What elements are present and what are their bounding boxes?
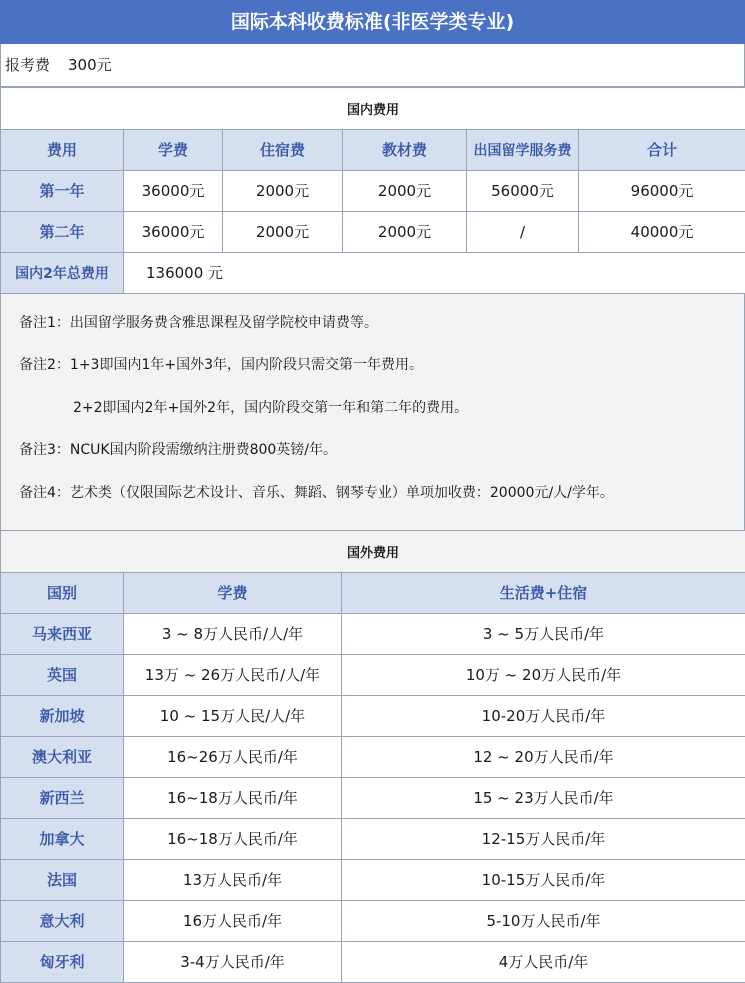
domestic-fee-table — [0, 87, 745, 294]
domestic-header-row — [1, 129, 745, 170]
living-cell: 10-20万人民币/年 — [342, 695, 745, 736]
header-cell: 学费 — [124, 572, 342, 613]
tuition-cell: 13万 ~ 26万人民币/人/年 — [124, 654, 342, 695]
tuition-cell: 13万人民币/年 — [124, 859, 342, 900]
table-row — [1, 941, 745, 982]
country-cell: 英国 — [1, 654, 124, 695]
country-cell: 澳大利亚 — [1, 736, 124, 777]
header-cell: 国别 — [1, 572, 124, 613]
header-cell: 生活费+住宿 — [342, 572, 745, 613]
tuition-cell: 16万人民币/年 — [124, 900, 342, 941]
header-cell: 教材费 — [343, 129, 467, 170]
table-cell: 40000元 — [579, 211, 745, 252]
abroad-heading: 国外费用 — [1, 530, 745, 572]
table-row — [1, 211, 745, 252]
table-cell: 2000元 — [223, 170, 343, 211]
living-cell: 5-10万人民币/年 — [342, 900, 745, 941]
table-cell: 2000元 — [343, 170, 467, 211]
total-label: 国内2年总费用 — [1, 252, 124, 293]
table-cell: 2000元 — [223, 211, 343, 252]
note-3: 备注3：NCUK国内阶段需缴纳注册费800英镑/年。 — [19, 442, 338, 458]
table-row — [1, 859, 745, 900]
country-cell: 新加坡 — [1, 695, 124, 736]
header-cell: 住宿费 — [223, 129, 343, 170]
table-cell: 96000元 — [579, 170, 745, 211]
country-cell: 新西兰 — [1, 777, 124, 818]
table-cell: 36000元 — [124, 211, 223, 252]
page-title: 国际本科收费标准(非医学类专业) — [0, 0, 745, 44]
abroad-fee-table — [0, 530, 745, 983]
registration-table — [0, 44, 745, 87]
living-cell: 3 ~ 5万人民币/年 — [342, 613, 745, 654]
row-label: 第二年 — [1, 211, 124, 252]
table-cell: 36000元 — [124, 170, 223, 211]
living-cell: 12 ~ 20万人民币/年 — [342, 736, 745, 777]
table-row — [1, 777, 745, 818]
table-row — [1, 170, 745, 211]
domestic-heading: 国内费用 — [1, 87, 745, 129]
notes-section — [0, 294, 745, 530]
header-cell: 合计 — [579, 129, 745, 170]
header-cell: 费用 — [1, 129, 124, 170]
table-row — [1, 900, 745, 941]
table-row — [1, 654, 745, 695]
total-value: 136000 元 — [124, 252, 745, 293]
living-cell: 10-15万人民币/年 — [342, 859, 745, 900]
note-2: 备注2：1+3即国内1年+国外3年，国内阶段只需交第一年费用。 — [19, 357, 423, 373]
living-cell: 10万 ~ 20万人民币/年 — [342, 654, 745, 695]
living-cell: 15 ~ 23万人民币/年 — [342, 777, 745, 818]
tuition-cell: 3 ~ 8万人民币/人/年 — [124, 613, 342, 654]
country-cell: 匈牙利 — [1, 941, 124, 982]
note-4: 备注4：艺术类（仅限国际艺术设计、音乐、舞蹈、钢琴专业）单项加收费：20000元/人/学年。 — [19, 484, 614, 501]
country-cell: 马来西亚 — [1, 613, 124, 654]
header-cell: 出国留学服务费 — [467, 129, 579, 170]
living-cell: 4万人民币/年 — [342, 941, 745, 982]
table-cell: 2000元 — [343, 211, 467, 252]
abroad-header-row — [1, 572, 745, 613]
country-cell: 法国 — [1, 859, 124, 900]
note-2-continued: 2+2即国内2年+国外2年，国内阶段交第一年和第二年的费用。 — [73, 399, 469, 416]
registration-label: 报考费 — [5, 56, 51, 75]
domestic-total-row — [1, 252, 745, 293]
table-row — [1, 613, 745, 654]
table-row — [1, 695, 745, 736]
living-cell: 12-15万人民币/年 — [342, 818, 745, 859]
table-cell: 56000元 — [467, 170, 579, 211]
table-row — [1, 736, 745, 777]
row-label: 第一年 — [1, 170, 124, 211]
tuition-cell: 10 ~ 15万人民/人/年 — [124, 695, 342, 736]
registration-value: 300元 — [68, 56, 112, 75]
tuition-cell: 16~26万人民币/年 — [124, 736, 342, 777]
tuition-cell: 3-4万人民币/年 — [124, 941, 342, 982]
header-cell: 学费 — [124, 129, 223, 170]
table-row — [1, 818, 745, 859]
table-cell: / — [467, 211, 579, 252]
tuition-cell: 16~18万人民币/年 — [124, 818, 342, 859]
tuition-cell: 16~18万人民币/年 — [124, 777, 342, 818]
country-cell: 加拿大 — [1, 818, 124, 859]
note-1: 备注1：出国留学服务费含雅思课程及留学院校申请费等。 — [19, 314, 378, 331]
country-cell: 意大利 — [1, 900, 124, 941]
registration-fee — [1, 44, 745, 86]
